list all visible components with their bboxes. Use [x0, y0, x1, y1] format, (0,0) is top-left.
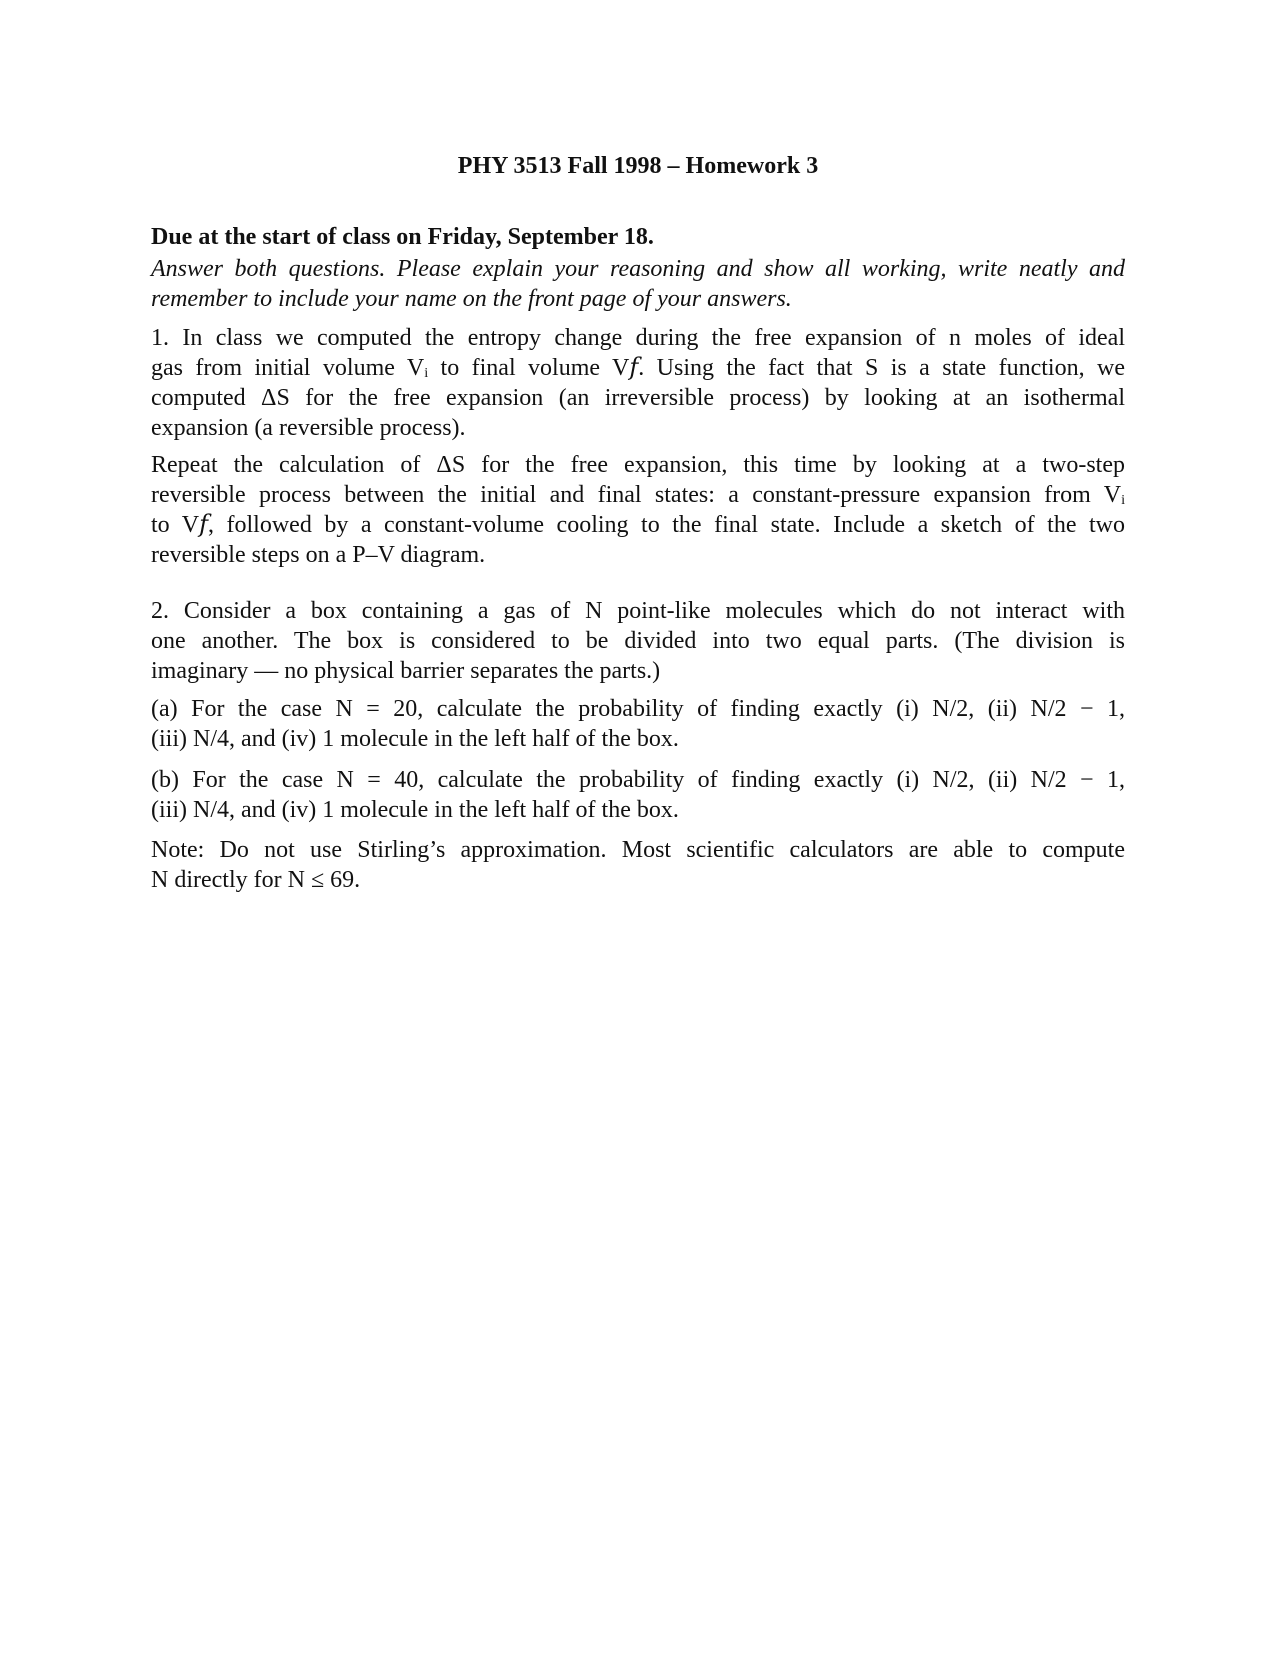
text-line: one another. The box is considered to be divided into two equal parts. (The division is: [151, 628, 1125, 654]
text-line: remember to include your name on the front page of your answers.: [151, 286, 792, 312]
question-2-part-b: [151, 765, 1125, 825]
text-line: computed ΔS for the free expansion (an irreversible process) by looking at an isothermal: [151, 385, 1125, 411]
text-line: 1. In class we computed the entropy change during the free expansion of n moles of ideal: [151, 325, 1125, 351]
text-line: Note: Do not use Stirling’s approximation. Most scientific calculators are able to compute: [151, 837, 1125, 863]
text-line: 2. Consider a box containing a gas of N point-like molecules which do not interact with: [151, 598, 1125, 624]
text-line: N directly for N ≤ 69.: [151, 867, 361, 893]
text-line: imaginary — no physical barrier separates the parts.): [151, 658, 661, 684]
text-line: expansion (a reversible process).: [151, 415, 466, 441]
question-2-part-a: [151, 694, 1125, 754]
question-1-intro: [151, 323, 1125, 443]
note-paragraph: [151, 835, 1125, 895]
question-2-intro: [151, 596, 1125, 686]
text-line: (b) For the case N = 40, calculate the probability of finding exactly (i) N/2, (ii) N/2 − 1,: [151, 767, 1125, 793]
text-line: (iii) N/4, and (iv) 1 molecule in the left half of the box.: [151, 726, 679, 752]
text-line: reversible steps on a P–V diagram.: [151, 542, 486, 568]
due-date: Due at the start of class on Friday, September 18.: [151, 224, 654, 250]
text-line: (iii) N/4, and (iv) 1 molecule in the left half of the box.: [151, 797, 679, 823]
text-line: Answer both questions. Please explain your reasoning and show all working, write neatly and: [151, 256, 1125, 282]
instructions-paragraph: [151, 254, 1125, 314]
text-line: (a) For the case N = 20, calculate the probability of finding exactly (i) N/2, (ii) N/2 − 1,: [151, 696, 1125, 722]
question-1-task: [151, 450, 1125, 570]
text-line: to V𝑓, followed by a constant-volume cooling to the final state. Include a sketch of the two: [151, 512, 1125, 538]
page-title: PHY 3513 Fall 1998 – Homework 3: [457, 153, 819, 179]
text-line: Repeat the calculation of ΔS for the free expansion, this time by looking at a two-step: [151, 452, 1125, 478]
text-line: gas from initial volume Vᵢ to final volume V𝑓. Using the fact that S is a state function, we: [151, 355, 1125, 381]
text-line: reversible process between the initial and final states: a constant-pressure expansion from Vᵢ: [151, 482, 1125, 508]
